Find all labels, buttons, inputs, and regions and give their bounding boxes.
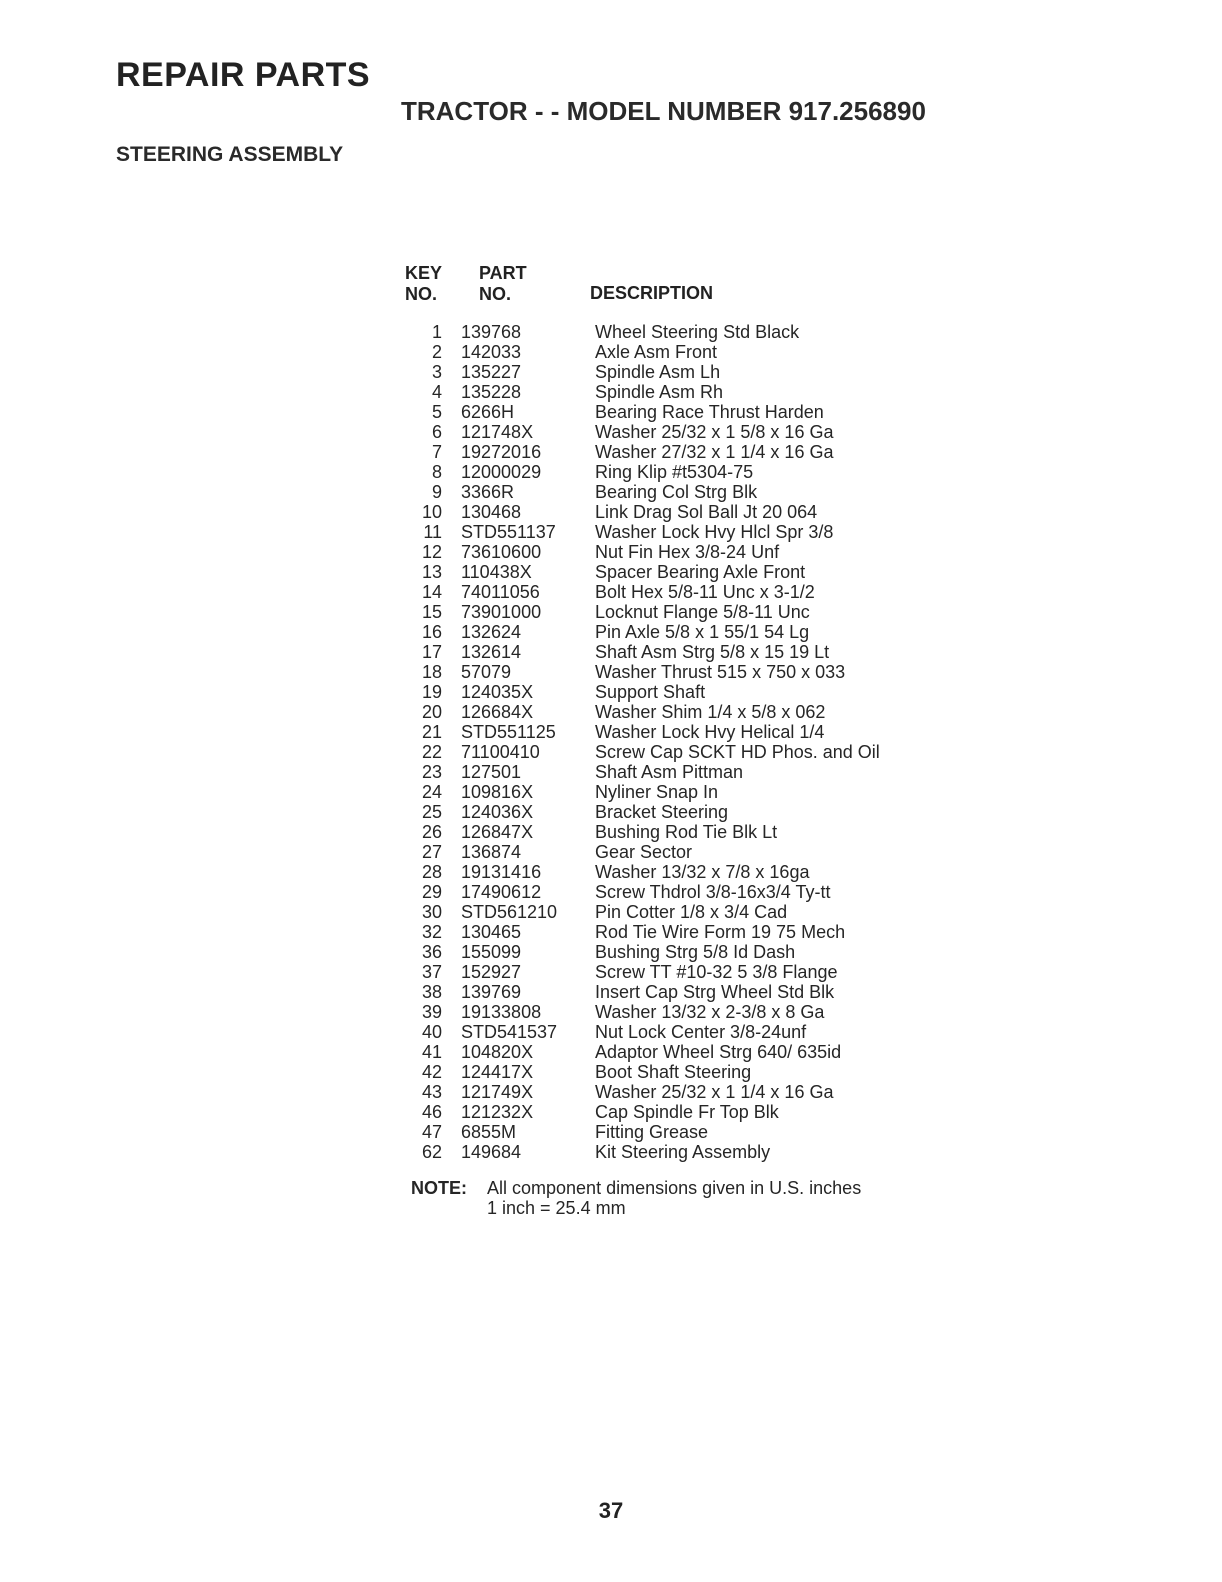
key-no: 62 <box>421 1142 442 1162</box>
part-description: Axle Asm Front <box>595 342 718 362</box>
part-row <box>400 342 940 362</box>
part-description: Adaptor Wheel Strg 640/ 635id <box>595 1042 842 1062</box>
part-no: STD541537 <box>461 1022 558 1042</box>
part-description: Pin Cotter 1/8 x 3/4 Cad <box>595 902 788 922</box>
part-description: Locknut Flange 5/8-11 Unc <box>595 602 810 622</box>
part-row <box>400 442 940 462</box>
part-description: Nut Lock Center 3/8-24unf <box>595 1022 807 1042</box>
part-description: Bearing Col Strg Blk <box>595 482 758 502</box>
key-no: 16 <box>421 622 442 642</box>
part-description: Boot Shaft Steering <box>595 1062 752 1082</box>
part-description: Support Shaft <box>595 682 706 702</box>
key-no: 24 <box>421 782 442 802</box>
part-row <box>400 882 940 902</box>
key-no: 29 <box>421 882 442 902</box>
part-no: 6266H <box>461 402 515 422</box>
description-column-header: DESCRIPTION <box>590 283 714 303</box>
key-no: 1 <box>431 322 442 342</box>
part-no: 104820X <box>461 1042 534 1062</box>
part-row <box>400 782 940 802</box>
part-row <box>400 362 940 382</box>
part-row <box>400 622 940 642</box>
key-no: 26 <box>421 822 442 842</box>
part-no: 3366R <box>461 482 515 502</box>
part-row <box>400 982 940 1002</box>
part-no: 19272016 <box>461 442 542 462</box>
part-no: 17490612 <box>461 882 542 902</box>
part-description: Bushing Rod Tie Blk Lt <box>595 822 778 842</box>
part-no: 6855M <box>461 1122 517 1142</box>
note <box>411 1178 861 1218</box>
part-no: 142033 <box>461 342 522 362</box>
key-no-column-header <box>405 263 442 305</box>
key-no: 41 <box>421 1042 442 1062</box>
part-no: 126684X <box>461 702 534 722</box>
note-line2: 1 inch = 25.4 mm <box>487 1198 626 1218</box>
part-row <box>400 902 940 922</box>
part-no: 109816X <box>461 782 534 802</box>
key-no: 46 <box>421 1102 442 1122</box>
key-no: 20 <box>421 702 442 722</box>
part-description: Gear Sector <box>595 842 693 862</box>
key-no: 23 <box>421 762 442 782</box>
part-description: Washer Shim 1/4 x 5/8 x 062 <box>595 702 826 722</box>
part-description: Bolt Hex 5/8-11 Unc x 3-1/2 <box>595 582 815 602</box>
part-description: Bearing Race Thrust Harden <box>595 402 824 422</box>
key-no: 25 <box>421 802 442 822</box>
section-title: STEERING ASSEMBLY <box>116 143 344 166</box>
part-row <box>400 602 940 622</box>
key-no: 13 <box>421 562 442 582</box>
part-description: Washer 13/32 x 2-3/8 x 8 Ga <box>595 1002 825 1022</box>
part-row <box>400 762 940 782</box>
part-no: 132624 <box>461 622 522 642</box>
key-no: 2 <box>431 342 442 362</box>
part-no: STD551125 <box>461 722 556 742</box>
key-no: 21 <box>421 722 442 742</box>
key-no: 17 <box>421 642 442 662</box>
part-row <box>400 702 940 722</box>
key-no: 4 <box>431 382 442 402</box>
key-no: 40 <box>421 1022 442 1042</box>
part-row <box>400 1022 940 1042</box>
key-no: 42 <box>421 1062 442 1082</box>
part-row <box>400 1042 940 1062</box>
part-description: Washer 13/32 x 7/8 x 16ga <box>595 862 810 882</box>
part-description: Insert Cap Strg Wheel Std Blk <box>595 982 835 1002</box>
part-row <box>400 1102 940 1122</box>
part-row <box>400 1082 940 1102</box>
part-no: 139768 <box>461 322 522 342</box>
part-row <box>400 802 940 822</box>
part-description: Nut Fin Hex 3/8-24 Unf <box>595 542 780 562</box>
part-description: Washer 25/32 x 1 1/4 x 16 Ga <box>595 1082 834 1102</box>
part-row <box>400 482 940 502</box>
part-row <box>400 922 940 942</box>
part-no: 74011056 <box>461 582 540 602</box>
key-no: 32 <box>421 922 442 942</box>
key-no: 7 <box>431 442 442 462</box>
part-description: Shaft Asm Pittman <box>595 762 744 782</box>
key-no: 11 <box>423 522 442 542</box>
key-no: 37 <box>421 962 442 982</box>
part-no: 124036X <box>461 802 534 822</box>
part-row <box>400 522 940 542</box>
part-row <box>400 582 940 602</box>
key-no: 14 <box>421 582 442 602</box>
page-number: 37 <box>598 1498 624 1523</box>
key-no: 8 <box>431 462 442 482</box>
key-no: 27 <box>421 842 442 862</box>
part-description: Screw Cap SCKT HD Phos. and Oil <box>595 742 880 762</box>
part-no: 139769 <box>461 982 522 1002</box>
part-no: 57079 <box>461 662 512 682</box>
part-row <box>400 742 940 762</box>
part-no: 127501 <box>461 762 522 782</box>
part-no: 136874 <box>461 842 522 862</box>
key-no: 6 <box>431 422 442 442</box>
part-no: 130465 <box>461 922 522 942</box>
part-row <box>400 562 940 582</box>
part-description: Wheel Steering Std Black <box>595 322 800 342</box>
key-header-line1: KEY <box>405 263 443 283</box>
note-label: NOTE: <box>411 1178 467 1198</box>
part-no: STD561210 <box>461 902 558 922</box>
part-row <box>400 462 940 482</box>
part-description: Link Drag Sol Ball Jt 20 064 <box>595 502 818 522</box>
part-description: Spindle Asm Rh <box>595 382 724 402</box>
part-no: 124417X <box>461 1062 534 1082</box>
part-row <box>400 862 940 882</box>
part-row <box>400 1002 940 1022</box>
key-no: 38 <box>421 982 442 1002</box>
part-no: 19131416 <box>461 862 542 882</box>
part-description: Washer Lock Hvy Hlcl Spr 3/8 <box>595 522 834 542</box>
part-no: 121749X <box>461 1082 534 1102</box>
part-no: 155099 <box>461 942 522 962</box>
key-no: 43 <box>421 1082 442 1102</box>
part-description: Spacer Bearing Axle Front <box>595 562 806 582</box>
part-no: 126847X <box>461 822 534 842</box>
key-no: 47 <box>421 1122 442 1142</box>
key-no: 30 <box>421 902 442 922</box>
key-no: 22 <box>421 742 442 762</box>
part-row <box>400 402 940 422</box>
part-description: Pin Axle 5/8 x 1 55/1 54 Lg <box>595 622 810 642</box>
part-description: Bracket Steering <box>595 802 729 822</box>
part-description: Screw Thdrol 3/8-16x3/4 Ty-tt <box>595 882 831 902</box>
part-header-line1: PART <box>479 263 527 283</box>
key-no: 15 <box>421 602 442 622</box>
part-row <box>400 422 940 442</box>
part-description: Washer Lock Hvy Helical 1/4 <box>595 722 825 742</box>
part-no: 130468 <box>461 502 522 522</box>
part-description: Washer Thrust 515 x 750 x 033 <box>595 662 846 682</box>
part-row <box>400 722 940 742</box>
part-row <box>400 1062 940 1082</box>
part-row <box>400 1122 940 1142</box>
part-no: 73901000 <box>461 602 542 622</box>
part-row <box>400 502 940 522</box>
key-no: 10 <box>421 502 442 522</box>
part-description: Washer 27/32 x 1 1/4 x 16 Ga <box>595 442 834 462</box>
part-description: Spindle Asm Lh <box>595 362 721 382</box>
key-no: 36 <box>421 942 442 962</box>
part-description: Screw TT #10-32 5 3/8 Flange <box>595 962 838 982</box>
part-no: 110438X <box>461 562 532 582</box>
part-header-line2: NO. <box>479 284 512 304</box>
key-no: 19 <box>421 682 442 702</box>
note-line1: All component dimensions given in U.S. inches <box>487 1178 862 1198</box>
part-description: Kit Steering Assembly <box>595 1142 771 1162</box>
part-description: Cap Spindle Fr Top Blk <box>595 1102 779 1122</box>
key-no: 39 <box>421 1002 442 1022</box>
part-no: 132614 <box>461 642 522 662</box>
part-no: 135227 <box>461 362 522 382</box>
part-description: Nyliner Snap In <box>595 782 719 802</box>
part-row <box>400 642 940 662</box>
key-no: 12 <box>421 542 442 562</box>
part-no: STD551137 <box>461 522 556 542</box>
part-description: Ring Klip #t5304-75 <box>595 462 754 482</box>
key-no: 28 <box>421 862 442 882</box>
part-no: 135228 <box>461 382 522 402</box>
part-row <box>400 662 940 682</box>
parts-list <box>400 322 940 1162</box>
part-description: Washer 25/32 x 1 5/8 x 16 Ga <box>595 422 834 442</box>
part-row <box>400 942 940 962</box>
part-no: 121748X <box>461 422 534 442</box>
key-no: 9 <box>431 482 442 502</box>
model-heading: TRACTOR - - MODEL NUMBER 917.256890 <box>401 96 926 126</box>
key-no: 3 <box>431 362 442 382</box>
part-no: 12000029 <box>461 462 542 482</box>
part-row <box>400 682 940 702</box>
part-no: 73610600 <box>461 542 542 562</box>
part-no: 71100410 <box>461 742 540 762</box>
key-no: 5 <box>431 402 442 422</box>
part-description: Bushing Strg 5/8 Id Dash <box>595 942 796 962</box>
part-row <box>400 382 940 402</box>
part-no: 124035X <box>461 682 534 702</box>
part-description: Shaft Asm Strg 5/8 x 15 19 Lt <box>595 642 830 662</box>
key-no: 18 <box>421 662 442 682</box>
part-no-column-header <box>479 263 527 305</box>
part-row <box>400 542 940 562</box>
part-row <box>400 962 940 982</box>
part-row <box>400 842 940 862</box>
key-header-line2: NO. <box>405 284 438 304</box>
part-description: Fitting Grease <box>595 1122 709 1142</box>
part-no: 152927 <box>461 962 522 982</box>
part-row <box>400 1142 940 1162</box>
page-title: REPAIR PARTS <box>116 56 371 94</box>
part-row <box>400 822 940 842</box>
part-no: 121232X <box>461 1102 534 1122</box>
part-row <box>400 322 940 342</box>
part-no: 149684 <box>461 1142 522 1162</box>
part-no: 19133808 <box>461 1002 542 1022</box>
part-description: Rod Tie Wire Form 19 75 Mech <box>595 922 846 942</box>
